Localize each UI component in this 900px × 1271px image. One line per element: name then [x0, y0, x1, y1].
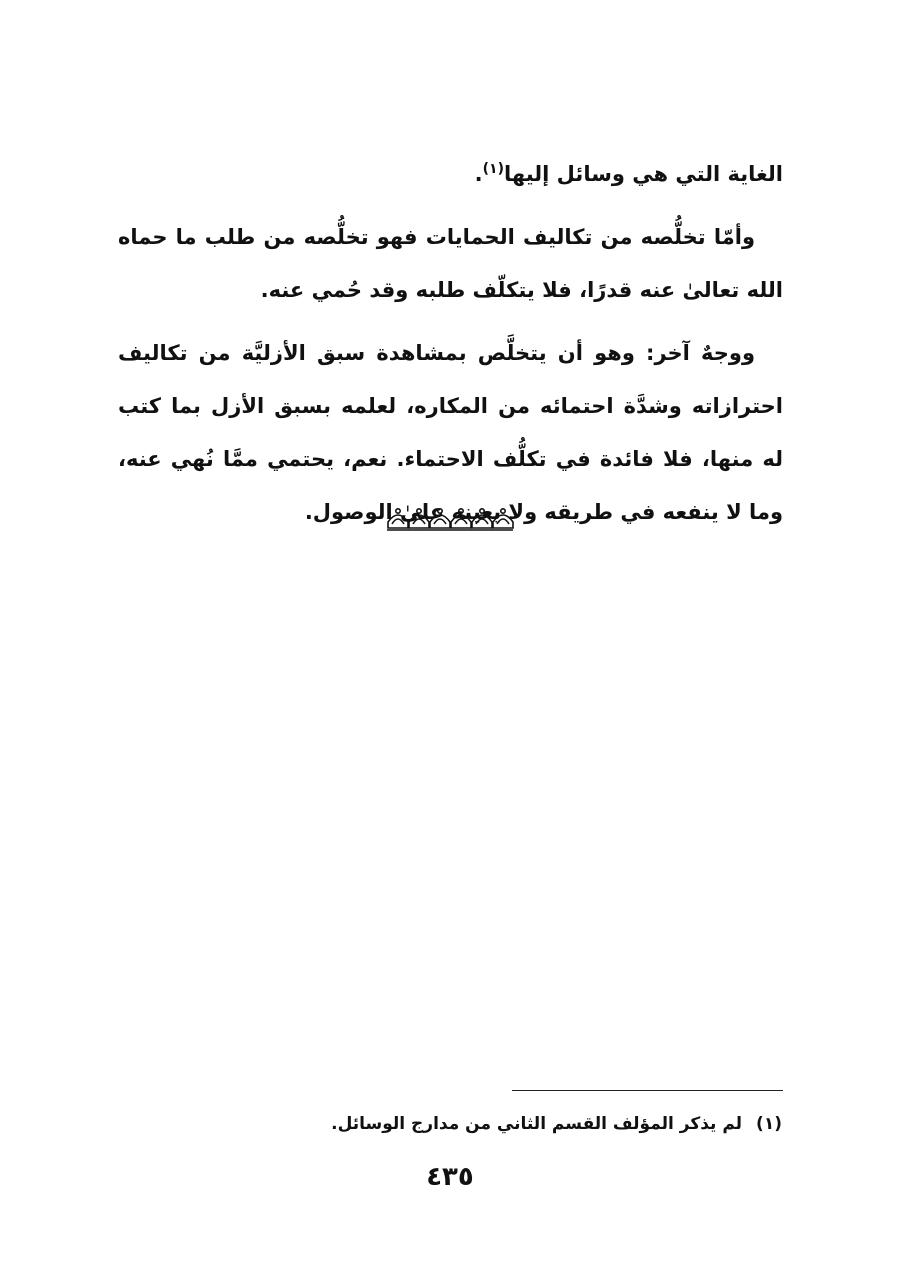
- footnote-reference: (١): [482, 161, 504, 177]
- footnote-number: (١): [756, 1114, 782, 1134]
- footnote: [331, 1110, 782, 1138]
- section-end-ornament: [386, 502, 514, 532]
- paragraph-1-text: الغاية التي هي وسائل إليها: [503, 162, 783, 186]
- footnote-separator: [512, 1090, 783, 1091]
- ornament-motif: [388, 509, 408, 528]
- paragraph-1-end: .: [474, 162, 483, 186]
- paragraph-1: [118, 148, 783, 201]
- paragraph-3: ووجهٌ آخر: وهو أن يتخلَّص بمشاهدة سبق الأزليَّة من تكاليف احترازاته وشدَّة احتمائه من المكاره، لعلمه بسبق الأزل بما كتب له منها، فلا فائدة في تكلُّف الاحتماء. نعم، يحتمي ممَّا نُهي عنه، وما لا ينفعه في طريقه ولا يعينه علىٰ الوصول.: [118, 341, 783, 524]
- footnote-text: لم يذكر المؤلف القسم الثاني من مدارج الوسائل.: [331, 1114, 743, 1134]
- main-text: [118, 148, 783, 549]
- page-number: ٤٣٥: [426, 1162, 474, 1192]
- paragraph-2: وأمّا تخلُّصه من تكاليف الحمايات فهو تخلُّصه من طلب ما حماه الله تعالىٰ عنه قدرًا، فلا يتكلّف طلبه وقد حُمي عنه.: [118, 225, 783, 302]
